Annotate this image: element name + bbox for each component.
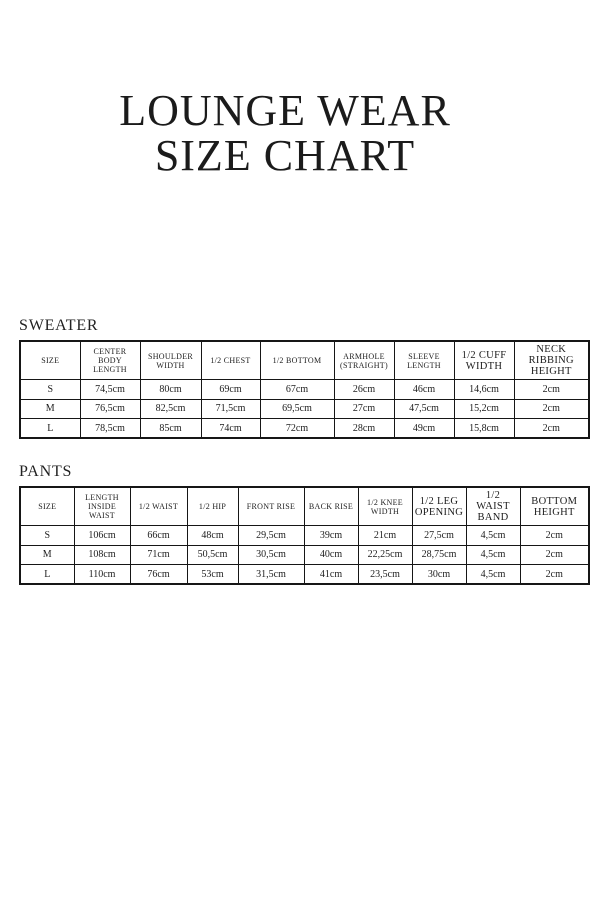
size-cell: M — [20, 545, 74, 565]
column-header: SIZE — [20, 487, 74, 526]
pants-section-label: PANTS — [19, 463, 73, 480]
column-header: 1/2 HIP — [187, 487, 238, 526]
column-header: SLEEVE LENGTH — [394, 341, 454, 380]
table-row — [20, 526, 589, 546]
column-header: 1/2 CUFF WIDTH — [454, 341, 514, 380]
measurement-cell: 41cm — [304, 565, 358, 585]
measurement-cell: 110cm — [74, 565, 130, 585]
measurement-cell: 67cm — [260, 380, 334, 400]
measurement-cell: 46cm — [394, 380, 454, 400]
measurement-cell: 74cm — [201, 419, 260, 439]
measurement-cell: 29,5cm — [238, 526, 304, 546]
measurement-cell: 28,75cm — [412, 545, 466, 565]
measurement-cell: 71cm — [130, 545, 187, 565]
measurement-cell: 14,6cm — [454, 380, 514, 400]
column-header: 1/2 LEG OPENING — [412, 487, 466, 526]
sweater-size-table — [19, 340, 590, 439]
sweater-table-header — [20, 341, 589, 380]
pants-section — [19, 463, 588, 585]
measurement-cell: 76,5cm — [80, 399, 140, 419]
measurement-cell: 31,5cm — [238, 565, 304, 585]
column-header: LENGTH INSIDE WAIST — [74, 487, 130, 526]
measurement-cell: 82,5cm — [140, 399, 201, 419]
measurement-cell: 2cm — [520, 545, 589, 565]
measurement-cell: 2cm — [520, 526, 589, 546]
measurement-cell: 27cm — [334, 399, 394, 419]
pants-table-body — [20, 526, 589, 585]
header-row — [20, 487, 589, 526]
measurement-cell: 69,5cm — [260, 399, 334, 419]
sweater-table-body — [20, 380, 589, 439]
measurement-cell: 39cm — [304, 526, 358, 546]
size-cell: S — [20, 526, 74, 546]
measurement-cell: 30,5cm — [238, 545, 304, 565]
table-row — [20, 565, 589, 585]
measurement-cell: 15,2cm — [454, 399, 514, 419]
column-header: FRONT RISE — [238, 487, 304, 526]
measurement-cell: 78,5cm — [80, 419, 140, 439]
measurement-cell: 106cm — [74, 526, 130, 546]
measurement-cell: 53cm — [187, 565, 238, 585]
sweater-section-label: SWEATER — [19, 317, 99, 334]
pants-size-table — [19, 486, 590, 585]
measurement-cell: 21cm — [358, 526, 412, 546]
size-cell: L — [20, 419, 80, 439]
measurement-cell: 76cm — [130, 565, 187, 585]
column-header: 1/2 WAIST BAND — [466, 487, 520, 526]
table-row — [20, 399, 589, 419]
column-header: BACK RISE — [304, 487, 358, 526]
measurement-cell: 26cm — [334, 380, 394, 400]
measurement-cell: 47,5cm — [394, 399, 454, 419]
table-row — [20, 419, 589, 439]
measurement-cell: 30cm — [412, 565, 466, 585]
measurement-cell: 23,5cm — [358, 565, 412, 585]
measurement-cell: 48cm — [187, 526, 238, 546]
size-cell: S — [20, 380, 80, 400]
measurement-cell: 4,5cm — [466, 545, 520, 565]
pants-table-header — [20, 487, 589, 526]
table-row — [20, 545, 589, 565]
column-header: ARMHOLE (STRAIGHT) — [334, 341, 394, 380]
column-header: CENTER BODY LENGTH — [80, 341, 140, 380]
column-header: BOTTOM HEIGHT — [520, 487, 589, 526]
size-cell: L — [20, 565, 74, 585]
measurement-cell: 85cm — [140, 419, 201, 439]
measurement-cell: 22,25cm — [358, 545, 412, 565]
table-row — [20, 380, 589, 400]
measurement-cell: 72cm — [260, 419, 334, 439]
measurement-cell: 80cm — [140, 380, 201, 400]
measurement-cell: 74,5cm — [80, 380, 140, 400]
size-cell: M — [20, 399, 80, 419]
measurement-cell: 2cm — [514, 399, 589, 419]
measurement-cell: 108cm — [74, 545, 130, 565]
measurement-cell: 71,5cm — [201, 399, 260, 419]
column-header: 1/2 BOTTOM — [260, 341, 334, 380]
column-header: SIZE — [20, 341, 80, 380]
measurement-cell: 4,5cm — [466, 565, 520, 585]
measurement-cell: 27,5cm — [412, 526, 466, 546]
column-header: SHOULDER WIDTH — [140, 341, 201, 380]
column-header: 1/2 CHEST — [201, 341, 260, 380]
measurement-cell: 2cm — [520, 565, 589, 585]
measurement-cell: 49cm — [394, 419, 454, 439]
measurement-cell: 66cm — [130, 526, 187, 546]
measurement-cell: 2cm — [514, 419, 589, 439]
measurement-cell: 2cm — [514, 380, 589, 400]
column-header: NECK RIBBING HEIGHT — [514, 341, 589, 380]
column-header: 1/2 KNEE WIDTH — [358, 487, 412, 526]
measurement-cell: 28cm — [334, 419, 394, 439]
measurement-cell: 4,5cm — [466, 526, 520, 546]
measurement-cell: 50,5cm — [187, 545, 238, 565]
page-title-line-1: LOUNGE WEAR — [119, 86, 451, 135]
sweater-section — [19, 317, 588, 439]
measurement-cell: 15,8cm — [454, 419, 514, 439]
measurement-cell: 69cm — [201, 380, 260, 400]
header-row — [20, 341, 589, 380]
page-title — [14, 88, 556, 179]
page-title-line-2: SIZE CHART — [154, 131, 416, 181]
column-header: 1/2 WAIST — [130, 487, 187, 526]
measurement-cell: 40cm — [304, 545, 358, 565]
